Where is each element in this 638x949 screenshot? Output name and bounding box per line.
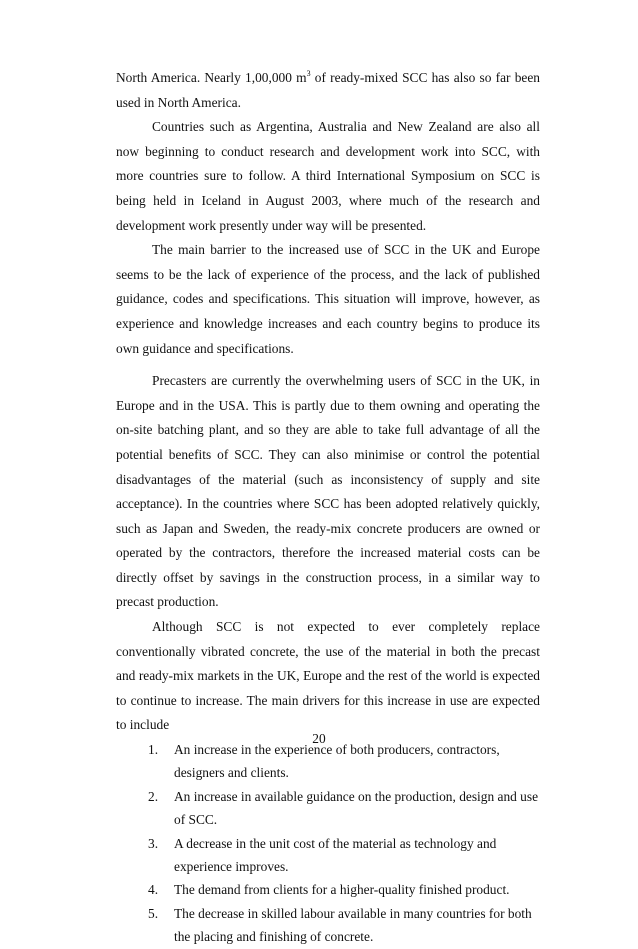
superscript: 3 (306, 69, 311, 78)
drivers-list (148, 738, 540, 949)
paragraph-main-barrier: The main barrier to the increased use of SCC in the UK and Europe seems to be the lack of experience of the process, and the lack of published guidance, codes and specifications. This situation will improve, however, as experience and knowledge increases and each country begins to produce its own guidance and specifications. (116, 242, 540, 356)
list-item-text: An increase in the experience of both producers, contractors, designers and clients. (174, 742, 500, 781)
list-item-number: 5. (148, 905, 159, 921)
body-text (116, 66, 540, 949)
list-item-number: 2. (148, 788, 159, 804)
list-item-text: The decrease in skilled labour available in many countries for both the placing and finishing of concrete. (174, 905, 532, 945)
list-item (148, 878, 540, 901)
list-item-text: An increase in available guidance on the production, design and use of SCC. (174, 788, 539, 828)
page-number: 20 (312, 731, 326, 746)
list-item-number: 3. (148, 835, 159, 851)
paragraph-text: North America. Nearly 1,00,000 m (116, 70, 307, 85)
list-item-text: The demand from clients for a higher-quality finished product. (174, 882, 510, 898)
list-item (148, 785, 540, 832)
paragraph-north-america (116, 66, 540, 115)
list-item (148, 902, 540, 949)
list-item-number: 4. (148, 882, 159, 898)
list-item-number: 1. (148, 742, 159, 758)
list-item (148, 832, 540, 879)
paragraph-text: of ready-mixed SCC has also so far been used in North America. (116, 70, 540, 110)
list-item-text: A decrease in the unit cost of the material as technology and experience improves. (174, 835, 497, 875)
paragraph-although: Although SCC is not expected to ever completely replace conventionally vibrated concrete, the use of the material in both the precast and ready-mix markets in the UK, Europe and the rest of the world is expected to continue to increase. The main drivers for this increase in use are expected to include (116, 619, 540, 733)
paragraph-countries: Countries such as Argentina, Australia and New Zealand are also all now beginning to conduct research and development work into SCC, with more countries sure to follow. A third International Symposium on SCC is being held in Iceland in August 2003, where much of the research and development work presently under way will be presented. (116, 119, 540, 233)
paragraph-precasters: Precasters are currently the overwhelming users of SCC in the UK, in Europe and in the USA. This is partly due to them owning and operating the on-site batching plant, and so they are able to take full advantage of all the potential benefits of SCC. They can also minimise or control the potential disadvantages of the material (such as inconsistency of supply and site acceptance). In the countries where SCC has been adopted relatively quickly, such as Japan and Sweden, the ready-mix concrete producers are owned or operated by the contractors, therefore the increased material costs can be directly offset by savings in the construction process, in a similar way to precast production. (116, 373, 540, 610)
